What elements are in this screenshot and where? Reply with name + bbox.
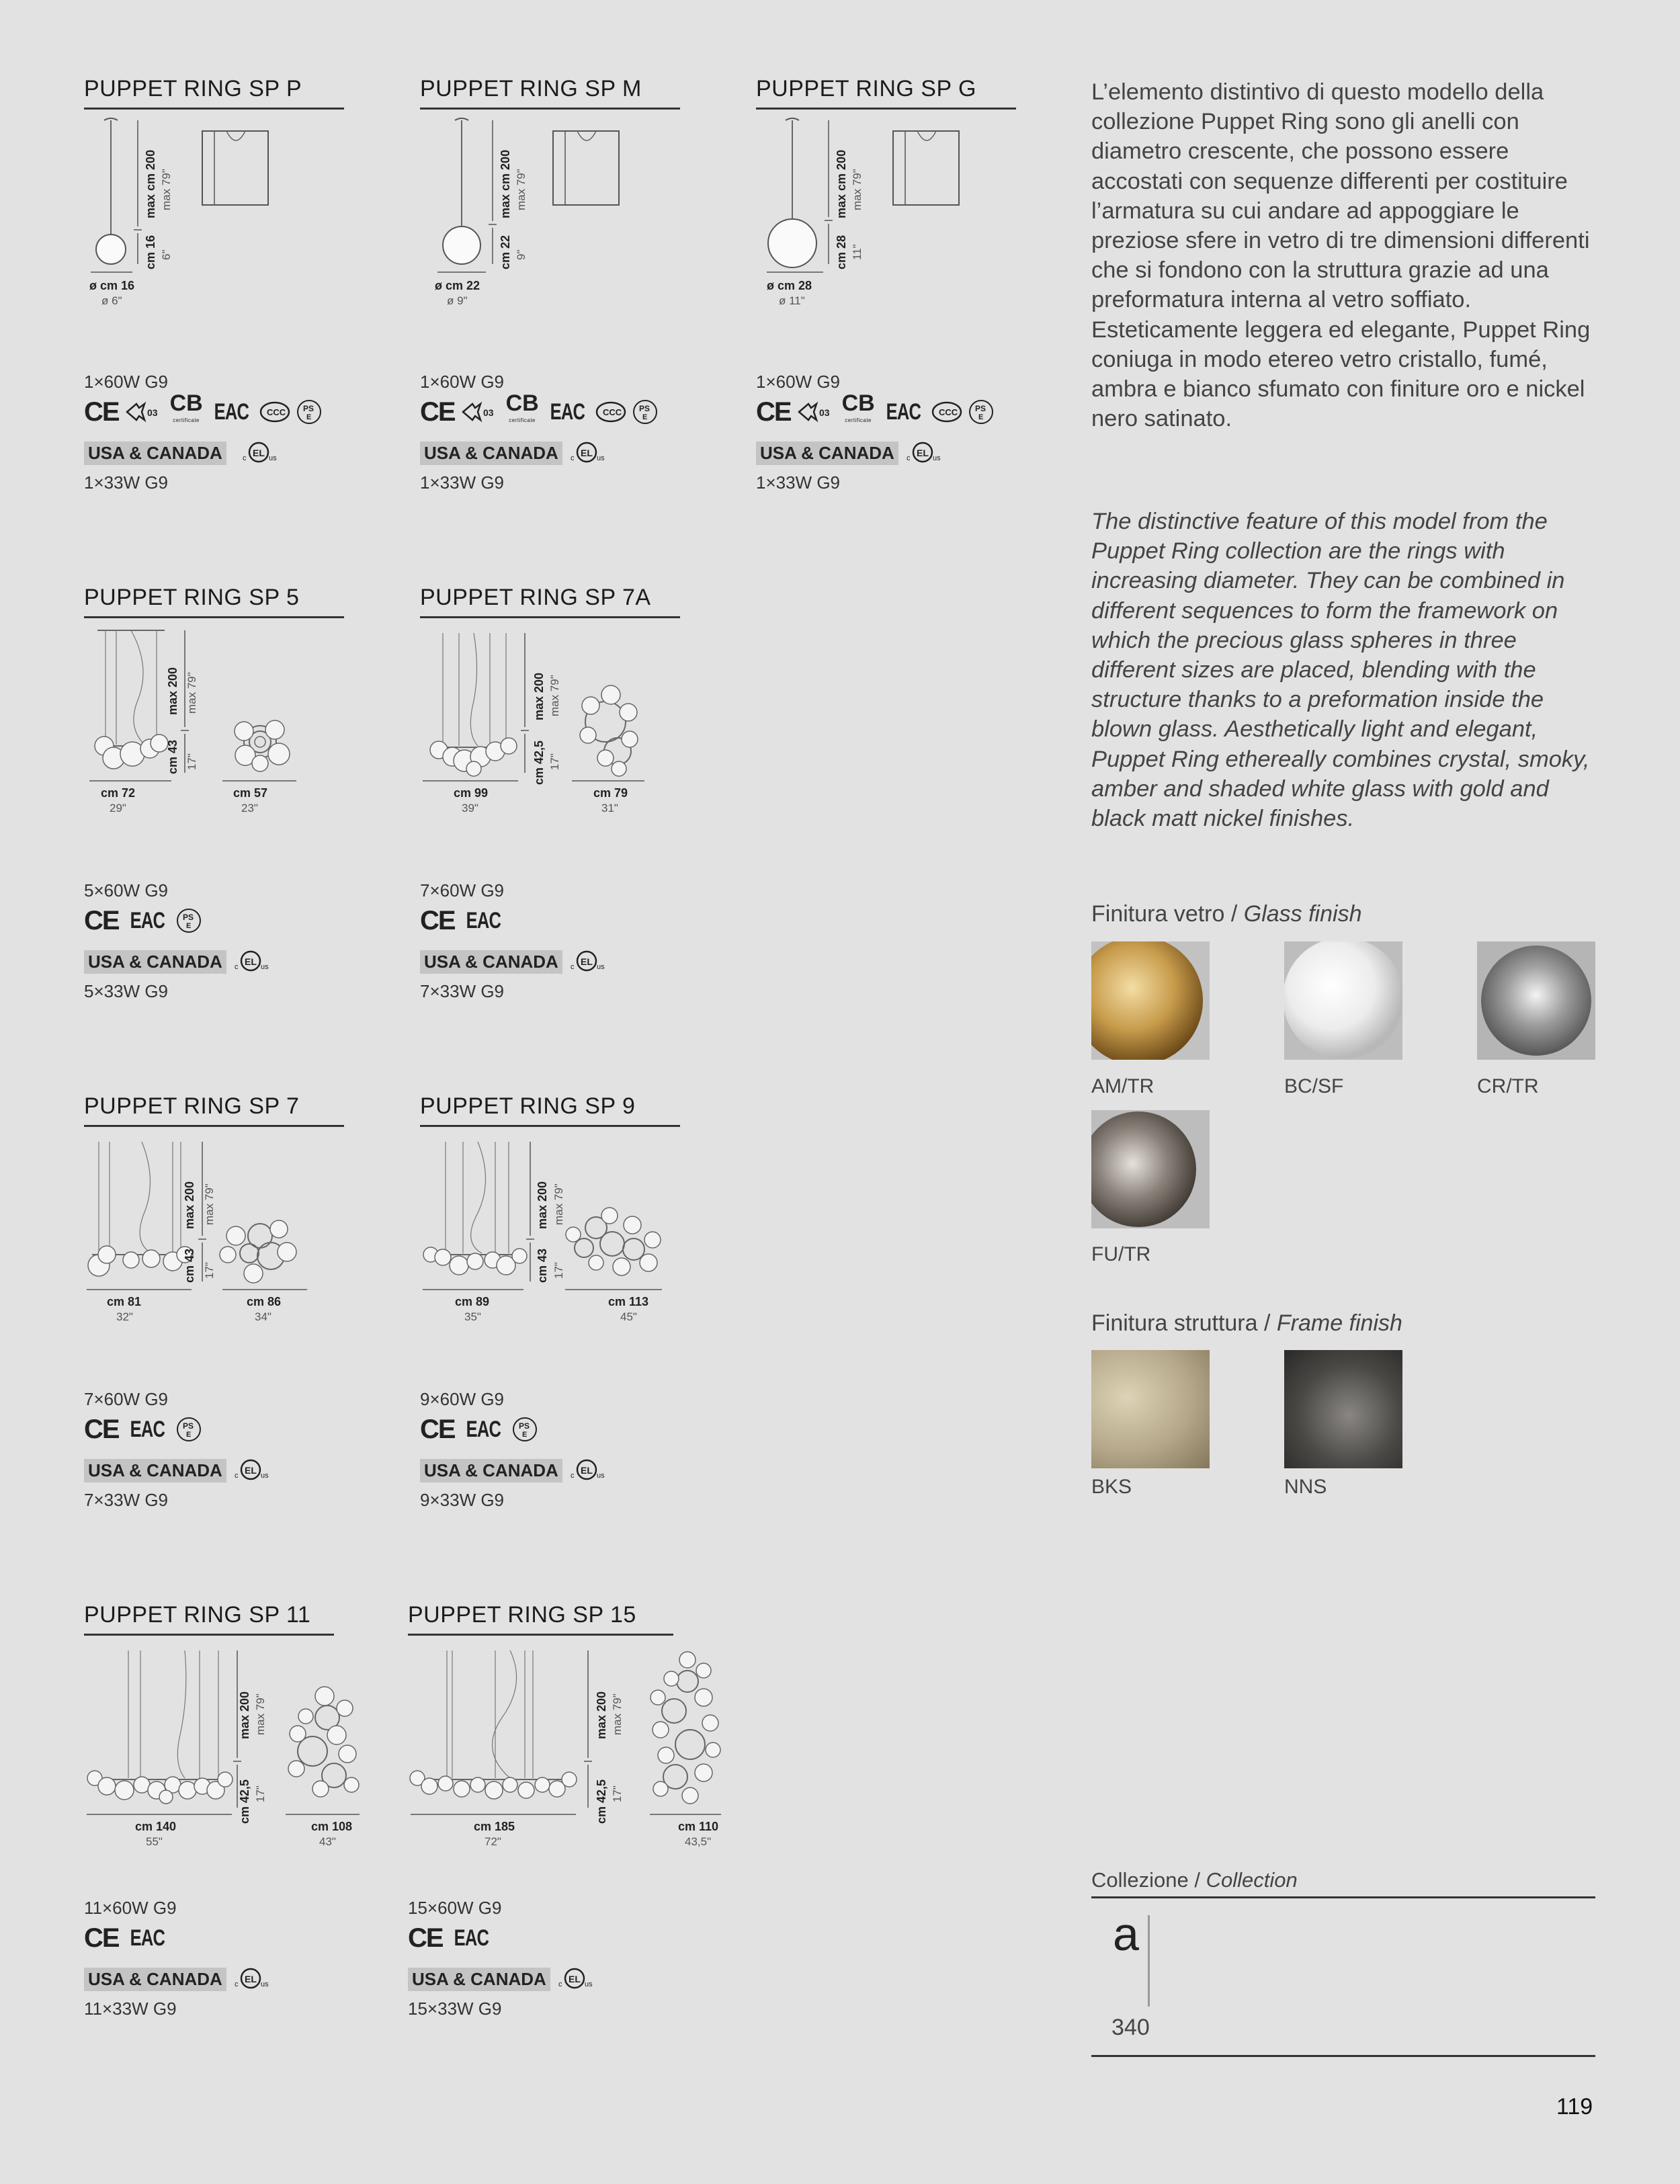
weee-03-icon (796, 400, 837, 424)
cb-certificate-icon: CB certificate (841, 390, 875, 423)
etl-suffix: us (597, 454, 605, 462)
svg-text:EL: EL (581, 448, 593, 458)
glass-code-bc-sf: BC/SF (1284, 1075, 1344, 1097)
etl-prefix: c (558, 1980, 562, 1988)
ce-mark-icon: CE (408, 1923, 443, 1953)
height-in: 17" (203, 1262, 216, 1279)
title-rule (420, 108, 680, 110)
cert-logos (408, 1922, 494, 1954)
title-rule (756, 108, 1016, 110)
svg-text:PS: PS (183, 1421, 194, 1431)
glass-swatch-cr-tr (1477, 941, 1595, 1060)
height-cm: cm 43 (536, 1248, 549, 1283)
diameter-cm: ø cm 28 (767, 279, 812, 292)
spec-us: 5×33W G9 (84, 981, 169, 1001)
drop-in: max 79" (851, 169, 864, 210)
etl-listed-icon (568, 949, 610, 973)
eac-mark-icon: EAC (130, 1416, 165, 1442)
usa-canada-label: USA & CANADA (84, 442, 226, 465)
title-rule (408, 1634, 673, 1636)
cb-certificate-icon: CB certificate (505, 390, 539, 423)
height-in: 17" (611, 1786, 624, 1802)
spec-us: 7×33W G9 (420, 981, 505, 1001)
depth-in: 23" (241, 802, 258, 814)
frame-code-bks: BKS (1091, 1476, 1132, 1498)
title-rule (84, 108, 344, 110)
title-rule (84, 1125, 344, 1127)
svg-text:03: 03 (818, 407, 830, 418)
title-rule (84, 616, 344, 618)
product-sp-5 (84, 585, 353, 1048)
width-in: 29" (110, 802, 126, 814)
ccc-mark-icon (259, 401, 290, 423)
diameter-cm: ø cm 16 (89, 279, 135, 292)
svg-text:CCC: CCC (603, 407, 622, 417)
spec-us: 7×33W G9 (84, 1490, 169, 1510)
product-sp-g (756, 76, 1025, 540)
diameter-in: ø 6" (101, 294, 122, 307)
svg-text:E: E (186, 922, 192, 930)
ce-mark-icon: CE (420, 396, 455, 427)
svg-text:EL: EL (253, 448, 265, 458)
drop-cm: max 200 (532, 672, 546, 720)
height-cm: cm 28 (835, 235, 848, 269)
etl-suffix: us (261, 1472, 269, 1480)
depth-in: 34" (255, 1310, 271, 1323)
product-sp-15 (408, 1602, 771, 2066)
ce-mark-icon: CE (420, 905, 455, 935)
depth-in: 45" (620, 1310, 637, 1323)
spec-us: 1×33W G9 (756, 472, 841, 493)
svg-text:EL: EL (245, 1465, 257, 1476)
frame-swatch-nns (1284, 1350, 1402, 1468)
drop-in: max 79" (515, 169, 528, 210)
eac-mark-icon: EAC (130, 907, 165, 933)
drop-in: max 79" (203, 1183, 216, 1225)
drop-cm: max cm 200 (835, 149, 848, 218)
etl-suffix: us (261, 963, 269, 971)
etl-listed-icon (240, 440, 282, 464)
spec-us: 15×33W G9 (408, 1999, 502, 2019)
spec-eu: 1×60W G9 (84, 372, 169, 392)
drop-cm: max 200 (238, 1691, 251, 1739)
drop-cm: max cm 200 (144, 149, 157, 218)
glass-swatch-fu-tr (1091, 1110, 1210, 1228)
page-number: 119 (1556, 2094, 1593, 2119)
eac-mark-icon: EAC (886, 398, 921, 425)
collection-heading: Collezione / Collection (1091, 1868, 1298, 1892)
etl-prefix: c (571, 1472, 575, 1480)
product-sp-m (420, 76, 689, 540)
svg-text:PS: PS (183, 913, 194, 922)
svg-text:EL: EL (245, 956, 257, 967)
svg-text:PS: PS (975, 404, 986, 413)
drop-in: max 79" (611, 1693, 624, 1735)
product-title: PUPPET RING SP P (84, 76, 302, 101)
collection-rule-top (1091, 1896, 1595, 1898)
drop-cm: max 200 (536, 1181, 549, 1229)
width-in: 39" (462, 802, 478, 814)
svg-text:E: E (522, 1431, 528, 1439)
svg-text:03: 03 (482, 407, 494, 418)
collection-logo-bar (1148, 1915, 1150, 2007)
etl-listed-icon (568, 1458, 610, 1482)
depth-cm: cm 110 (678, 1820, 719, 1833)
drop-cm: max 200 (595, 1691, 608, 1739)
usa-canada-label: USA & CANADA (84, 1968, 226, 1991)
weee-03-icon (460, 400, 501, 424)
ce-mark-icon: CE (84, 396, 119, 427)
svg-text:03: 03 (146, 407, 158, 418)
svg-text:E: E (306, 413, 312, 421)
collection-rule-bottom (1091, 2055, 1595, 2057)
usa-canada-label: USA & CANADA (408, 1968, 550, 1991)
product-title: PUPPET RING SP 9 (420, 1093, 636, 1119)
svg-text:CCC: CCC (267, 407, 286, 417)
drop-cm: max 200 (166, 667, 179, 715)
height-in: 17" (254, 1786, 267, 1802)
svg-text:CCC: CCC (939, 407, 958, 417)
cert-logos (420, 1413, 538, 1445)
spec-us: 11×33W G9 (84, 1999, 177, 2019)
ce-mark-icon: CE (420, 1414, 455, 1444)
cert-logos (84, 390, 323, 428)
etl-prefix: c (571, 454, 575, 462)
product-sp-7a (420, 585, 689, 1048)
height-cm: cm 43 (166, 739, 179, 774)
depth-cm: cm 79 (593, 786, 628, 800)
eac-mark-icon: EAC (454, 1925, 489, 1951)
height-cm: cm 42,5 (532, 740, 546, 785)
spec-us: 9×33W G9 (420, 1490, 505, 1510)
description-italian: L’elemento distintivo di questo modello della collezione Puppet Ring sono gli anelli con diametro crescente, che possono essere accostati con sequenze differenti per costituire l’armatura su cui andare ad appoggiare le preziose sfere in vetro di tre dimensioni differenti che si fondono con la struttura grazie ad una preformatura interna al vetro soffiato. Esteticamente leggera ed elegante, Puppet Ring coniuga in modo etereo vetro cristallo, fumé, ambra e bianco sfumato con finiture oro e nickel nero satinato. (1091, 79, 1591, 432)
width-cm: cm 72 (101, 786, 136, 800)
ce-mark-icon: CE (84, 1414, 119, 1444)
height-in: 17" (552, 1262, 565, 1279)
product-title: PUPPET RING SP 7 (84, 1093, 300, 1119)
ccc-mark-icon (595, 401, 626, 423)
height-in: 17" (185, 753, 198, 770)
spec-eu: 7×60W G9 (420, 880, 505, 900)
depth-in: 43,5" (685, 1835, 712, 1848)
depth-cm: cm 86 (247, 1295, 282, 1308)
usa-canada-label: USA & CANADA (84, 950, 226, 974)
width-cm: cm 99 (454, 786, 489, 800)
etl-suffix: us (933, 454, 941, 462)
etl-suffix: us (597, 1472, 605, 1480)
spec-eu: 1×60W G9 (420, 372, 505, 392)
usa-canada-label: USA & CANADA (84, 1459, 226, 1482)
description-english: The distinctive feature of this model from the Puppet Ring collection are the rings with increasing diameter. They can be combined in different sequences to form the framework on which the precious glass spheres in three different sizes are placed, blending with the structure thanks to a preformation inside the blown glass. Aesthetically light and elegant, Puppet Ring ethereally combines crystal, smoky, amber and shaded white glass with gold and black matt nickel finishes. (1091, 509, 1590, 832)
usa-canada-label: USA & CANADA (420, 950, 562, 974)
depth-in: 43" (319, 1835, 336, 1848)
spec-eu: 9×60W G9 (420, 1389, 505, 1409)
diameter-in: ø 11" (779, 294, 805, 307)
svg-text:EL: EL (581, 1465, 593, 1476)
product-sp-p (84, 76, 353, 540)
spec-eu: 11×60W G9 (84, 1898, 177, 1918)
cert-logos (756, 390, 995, 428)
spec-eu: 5×60W G9 (84, 880, 169, 900)
spec-us: 1×33W G9 (420, 472, 505, 493)
spec-us: 1×33W G9 (84, 472, 169, 493)
drop-in: max 79" (185, 672, 198, 714)
height-cm: cm 22 (499, 235, 512, 269)
title-rule (420, 1125, 680, 1127)
pse-mark-icon (968, 398, 995, 425)
etl-prefix: c (235, 963, 239, 971)
eac-mark-icon: EAC (214, 398, 249, 425)
ce-mark-icon: CE (84, 905, 119, 935)
product-title: PUPPET RING SP 15 (408, 1602, 636, 1628)
etl-listed-icon (232, 949, 274, 973)
eac-mark-icon: EAC (466, 907, 501, 933)
drop-in: max 79" (160, 169, 173, 210)
depth-cm: cm 57 (233, 786, 268, 800)
diameter-in: ø 9" (447, 294, 468, 307)
frame-code-nns: NNS (1284, 1476, 1327, 1498)
product-sp-7 (84, 1093, 353, 1557)
svg-text:EL: EL (581, 956, 593, 967)
svg-text:E: E (186, 1431, 192, 1439)
etl-listed-icon (232, 1966, 274, 1990)
width-cm: cm 89 (455, 1295, 490, 1308)
svg-text:EL: EL (569, 1974, 581, 1984)
svg-text:EL: EL (245, 1974, 257, 1984)
depth-in: 31" (601, 802, 618, 814)
svg-text:E: E (642, 413, 648, 421)
usa-canada-label: USA & CANADA (420, 1459, 562, 1482)
cert-logos (420, 905, 506, 937)
pse-mark-icon (511, 1416, 538, 1443)
drop-cm: max cm 200 (499, 149, 512, 218)
cert-logos (420, 390, 659, 428)
eac-mark-icon: EAC (550, 398, 585, 425)
width-cm: cm 185 (474, 1820, 515, 1833)
pse-mark-icon (632, 398, 659, 425)
svg-text:PS: PS (639, 404, 650, 413)
cb-certificate-icon: CB certificate (169, 390, 203, 423)
width-cm: cm 140 (135, 1820, 177, 1833)
height-in: 11" (851, 244, 864, 260)
diameter-cm: ø cm 22 (435, 279, 480, 292)
etl-listed-icon (568, 440, 610, 464)
ce-mark-icon: CE (756, 396, 791, 427)
etl-listed-icon (232, 1458, 274, 1482)
product-title: PUPPET RING SP 11 (84, 1602, 311, 1628)
height-cm: cm 42,5 (238, 1779, 251, 1824)
svg-text:PS: PS (303, 404, 314, 413)
etl-suffix: us (585, 1980, 593, 1988)
drop-in: max 79" (548, 675, 561, 716)
width-in: 55" (146, 1835, 163, 1848)
glass-code-cr-tr: CR/TR (1477, 1075, 1539, 1097)
width-in: 35" (464, 1310, 481, 1323)
glass-swatch-bc-sf (1284, 941, 1402, 1060)
product-title: PUPPET RING SP 5 (84, 585, 300, 610)
product-sp-9 (420, 1093, 689, 1557)
glass-finish-heading: Finitura vetro / Glass finish (1091, 901, 1362, 927)
width-cm: cm 81 (107, 1295, 142, 1308)
height-in: 17" (548, 753, 561, 770)
cert-logos (84, 1413, 202, 1445)
ce-mark-icon: CE (84, 1923, 119, 1953)
title-rule (84, 1634, 334, 1636)
product-title: PUPPET RING SP 7A (420, 585, 651, 610)
pse-mark-icon (296, 398, 323, 425)
etl-prefix: c (243, 454, 247, 462)
width-in: 72" (485, 1835, 501, 1848)
glass-swatch-am-tr (1091, 941, 1210, 1060)
svg-text:EL: EL (917, 448, 929, 458)
spec-eu: 7×60W G9 (84, 1389, 169, 1409)
pse-mark-icon (175, 907, 202, 934)
etl-prefix: c (235, 1472, 239, 1480)
height-cm: cm 16 (144, 235, 157, 269)
glass-code-am-tr: AM/TR (1091, 1075, 1154, 1097)
drop-in: max 79" (552, 1183, 565, 1225)
eac-mark-icon: EAC (130, 1925, 165, 1951)
product-title: PUPPET RING SP G (756, 76, 976, 101)
depth-cm: cm 113 (608, 1295, 649, 1308)
etl-prefix: c (235, 1980, 239, 1988)
product-sp-11 (84, 1602, 393, 2066)
product-title: PUPPET RING SP M (420, 76, 642, 101)
width-in: 32" (116, 1310, 133, 1323)
usa-canada-label: USA & CANADA (420, 442, 562, 465)
weee-03-icon (124, 400, 165, 424)
height-in: 6" (160, 249, 173, 260)
svg-text:E: E (978, 413, 984, 421)
height-cm: cm 43 (183, 1248, 196, 1283)
drop-in: max 79" (254, 1693, 267, 1735)
frame-finish-heading: Finitura struttura / Frame finish (1091, 1310, 1402, 1336)
etl-listed-icon (904, 440, 946, 464)
height-in: 9" (515, 249, 528, 260)
etl-prefix: c (907, 454, 911, 462)
drop-cm: max 200 (183, 1181, 196, 1229)
frame-swatch-bks (1091, 1350, 1210, 1468)
ccc-mark-icon (931, 401, 962, 423)
height-cm: cm 42,5 (595, 1779, 608, 1824)
cert-logos (84, 905, 202, 937)
collection-logo: a (1113, 1908, 1139, 1960)
glass-code-fu-tr: FU/TR (1091, 1243, 1151, 1265)
svg-text:PS: PS (519, 1421, 530, 1431)
cert-logos (84, 1922, 170, 1954)
pse-mark-icon (175, 1416, 202, 1443)
spec-eu: 15×60W G9 (408, 1898, 502, 1918)
etl-suffix: us (261, 1980, 269, 1988)
collection-number: 340 (1111, 2015, 1150, 2040)
eac-mark-icon: EAC (466, 1416, 501, 1442)
etl-suffix: us (269, 454, 277, 462)
title-rule (420, 616, 680, 618)
etl-prefix: c (571, 963, 575, 971)
etl-listed-icon (556, 1966, 597, 1990)
usa-canada-label: USA & CANADA (756, 442, 898, 465)
depth-cm: cm 108 (311, 1820, 353, 1833)
spec-eu: 1×60W G9 (756, 372, 841, 392)
etl-suffix: us (597, 963, 605, 971)
